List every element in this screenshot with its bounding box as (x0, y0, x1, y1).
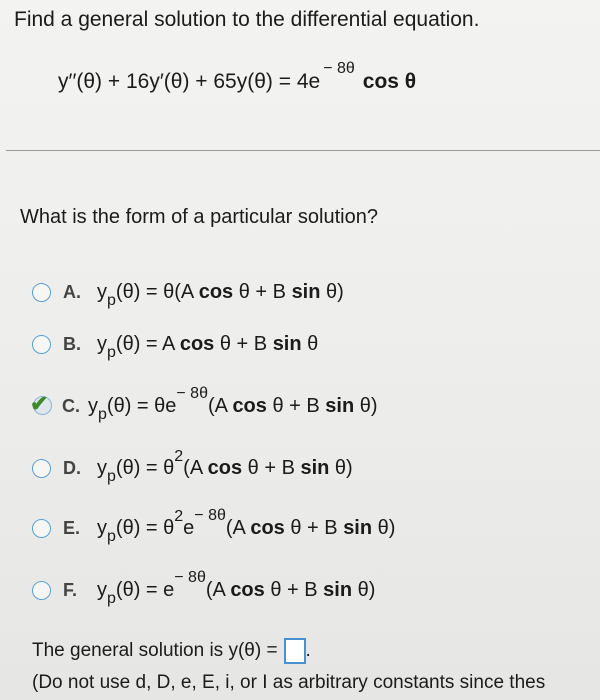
option-letter: E. (63, 517, 81, 538)
option-expression: $y_p(\theta) = \theta(A$ cos θ + B sin θ) (97, 280, 344, 309)
option-letter: C. (62, 395, 80, 416)
option-expression: $y_p(\theta) = e^{- 8\theta}(A$ cos θ + B sin θ) (97, 568, 376, 607)
answer-period: . (305, 640, 311, 661)
radio-icon[interactable] (32, 581, 51, 600)
option-b[interactable] (32, 326, 318, 362)
radio-icon[interactable] (32, 335, 51, 354)
question-prompt: Find a general solution to the differential equation. (14, 8, 480, 31)
option-c[interactable] (30, 384, 378, 424)
option-d[interactable] (32, 447, 353, 486)
option-letter: B. (63, 333, 81, 354)
radio-icon[interactable] (32, 519, 51, 538)
option-letter: F. (63, 579, 78, 600)
section-divider (6, 150, 600, 151)
option-expression: $y_p(\theta) = \theta^2(A$ cos θ + B sin θ) (97, 447, 353, 485)
option-expression: $y_p(\theta) = \theta^2e^{- 8\theta}(A$ cos θ + B sin θ) (97, 506, 396, 545)
instruction-note: (Do not use d, D, e, E, i, or I as arbitrary constants since thes (32, 672, 546, 693)
option-e[interactable] (32, 506, 396, 546)
general-solution-label: The general solution is y(θ) = (32, 640, 278, 661)
option-letter: A. (63, 281, 81, 302)
answer-input[interactable] (284, 638, 306, 664)
equation-trig: cos θ (362, 70, 417, 93)
option-expression: $y_p(\theta) = A$ cos θ + B sin θ (97, 332, 319, 361)
selected-radio[interactable] (30, 391, 54, 417)
option-letter: D. (63, 457, 81, 478)
equation-exponent: − 8θ (323, 60, 355, 77)
equation-lhs: y′′(θ) + 16y′(θ) + 65y(θ) = 4e (58, 70, 321, 93)
radio-icon[interactable] (32, 459, 51, 478)
option-f[interactable] (32, 568, 376, 608)
sub-question: What is the form of a particular solution? (20, 206, 378, 228)
checkmark-icon: ✔ (30, 391, 49, 416)
general-solution-row (32, 638, 311, 664)
option-a[interactable] (32, 274, 344, 310)
option-expression: $y_p(\theta) = \theta e^{- 8\theta}(A$ cos θ + B sin θ) (88, 384, 378, 423)
radio-icon[interactable] (32, 283, 51, 302)
